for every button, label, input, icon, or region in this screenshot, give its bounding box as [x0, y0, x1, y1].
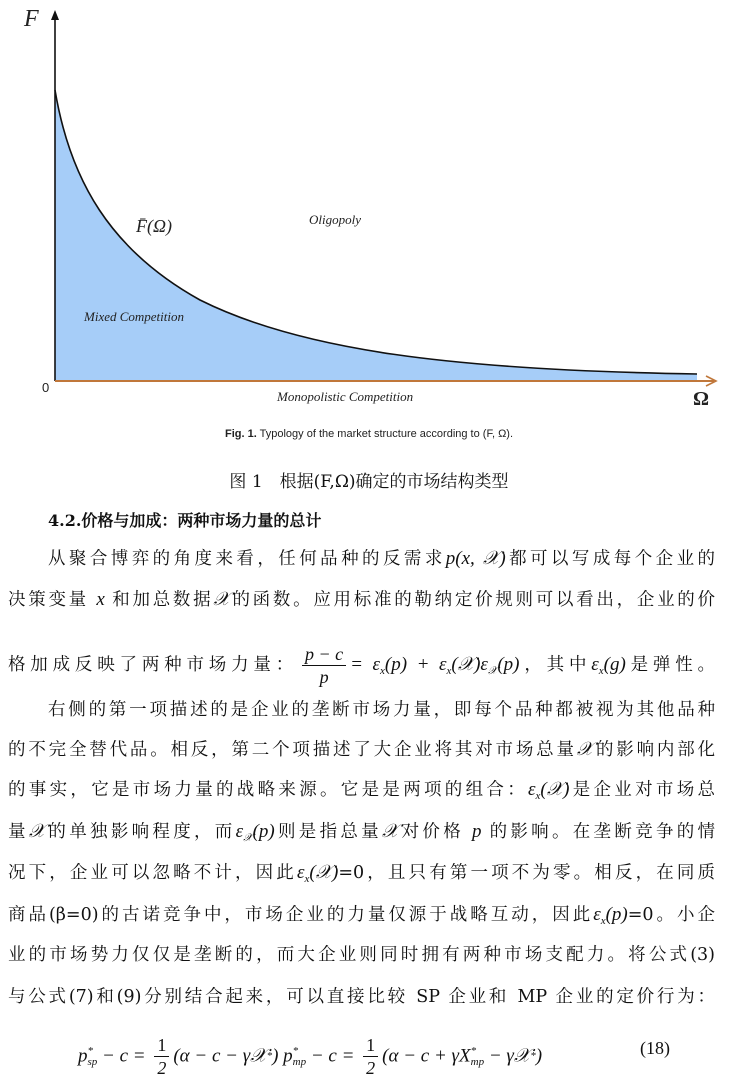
math-run: 𝒳: [213, 589, 230, 610]
text-run: =0。小企: [627, 905, 715, 925]
math-run: 𝒳: [28, 821, 46, 842]
subscript: 𝒳: [487, 665, 498, 677]
y-axis-label: F: [24, 6, 39, 32]
math-run: − c =: [97, 1045, 151, 1067]
caption-prefix: Fig. 1.: [224, 428, 257, 440]
superscript: *: [266, 1050, 273, 1062]
text-run: 的影响。在垄断竞争的情: [489, 822, 716, 842]
text-run: 都可以写成每个企业的: [505, 549, 716, 569]
superscript: *: [292, 1044, 299, 1057]
text-line: [8, 943, 715, 967]
numerator: 1: [363, 1034, 378, 1057]
figure-caption: [0, 428, 738, 440]
denominator: p: [319, 667, 329, 687]
math-run: (p): [252, 821, 275, 842]
math-run: (𝒳): [309, 862, 339, 883]
subscript: mp: [470, 1055, 485, 1068]
text-line: [48, 547, 715, 571]
curve-label: F̄(Ω): [136, 216, 172, 236]
market-structure-diagram: [0, 0, 738, 420]
subscript: x: [446, 665, 452, 677]
text-run: =0，且只有第一项不为零。相反，在同质: [338, 863, 716, 883]
text-run: 对价格: [398, 822, 464, 842]
math-run: p(x, 𝒳): [445, 548, 506, 569]
math-run: 𝒳: [381, 821, 399, 842]
math-run: (g): [603, 654, 626, 675]
section-heading: 4.2.价格与加成：两种市场力量的总计: [48, 511, 322, 530]
text-run: 右侧的第一项描述的是企业的垄断市场力量，即每个品种都被视为其他品种: [48, 700, 715, 720]
text-run: 格加成反映了两种市场力量：: [8, 655, 299, 675]
math-run: ): [535, 1045, 543, 1067]
text-line: [8, 588, 715, 612]
math-run: (𝒳)ε: [451, 654, 488, 675]
fraction: [302, 643, 346, 688]
text-run: 量: [8, 822, 29, 842]
monopolistic-competition-label: Monopolistic Competition: [277, 389, 414, 404]
math-run: (𝒳): [540, 779, 570, 800]
text-line: [8, 903, 715, 933]
subscript: sp: [87, 1055, 98, 1068]
text-run: 决策变量: [8, 590, 89, 610]
math-run: 𝒳: [576, 739, 594, 760]
chinese-figure-caption: 图 1 根据(F,Ω)确定的市场结构类型: [229, 472, 509, 492]
math-run: (p): [605, 904, 628, 925]
math-run: ε: [296, 862, 305, 883]
text-run: 从聚合博弈的角度来看，任何品种的反需求: [48, 549, 446, 569]
text-run: ，其中: [519, 655, 592, 675]
text-line: [8, 738, 715, 762]
sup-sub-script: [293, 1046, 306, 1068]
sup-sub-script: [88, 1046, 98, 1068]
subscript: 𝒳: [243, 832, 253, 844]
subscript: x: [304, 873, 310, 885]
text-run: 的不完全替代品。相反，第二个项描述了大企业将其对市场总量: [8, 740, 577, 760]
math-run: (α − c − γ𝒳: [173, 1045, 267, 1067]
math-run: (α − c + γX: [382, 1045, 471, 1067]
math-run: ε: [591, 654, 599, 675]
text-run: 的影响内部化: [593, 740, 716, 760]
subscript: x: [600, 915, 606, 927]
text-run: 是弹性。: [625, 655, 716, 675]
oligopoly-label: Oligopoly: [309, 212, 361, 227]
math-run: (p) + ε: [384, 654, 447, 675]
text-run: 是企业对市场总: [569, 780, 716, 800]
math-run: x: [88, 589, 113, 610]
text-run: 的单独影响程度，而: [45, 822, 236, 842]
superscript: *: [470, 1044, 477, 1057]
math-run: p: [78, 1045, 88, 1067]
text-run: 业的市场势力仅仅是垄断的，而大企业则同时拥有两种市场支配力。将公式(3): [8, 945, 715, 965]
text-line: [8, 985, 715, 1009]
math-run: p: [464, 821, 490, 842]
math-run: ε: [235, 821, 244, 842]
equation-number: (18): [640, 1038, 670, 1058]
fraction: [154, 1034, 169, 1076]
numerator: 1: [154, 1034, 169, 1057]
math-run: ε: [593, 904, 601, 925]
math-run: − c =: [306, 1045, 360, 1067]
denominator: 2: [366, 1058, 376, 1076]
math-run: − γ𝒳: [484, 1045, 531, 1067]
text-line: [8, 778, 715, 808]
text-line: [8, 861, 715, 891]
math-run: ε: [528, 779, 536, 800]
subscript: x: [535, 790, 541, 802]
subscript: mp: [292, 1055, 307, 1068]
x-axis-label: Ω: [693, 388, 710, 410]
fraction: [363, 1034, 378, 1076]
math-run: (p): [497, 654, 520, 675]
text-run: 商品(β=0)的古诺竞争中，市场企业的力量仅源于战略互动，因此: [8, 905, 594, 925]
text-run: 和加总数据: [112, 590, 214, 610]
text-line: [8, 643, 715, 688]
text-run: 的函数。应用标准的勒纳定价规则可以看出，企业的价: [229, 590, 716, 610]
numerator: p − c: [302, 643, 346, 666]
math-run: ) p: [272, 1045, 293, 1067]
text-line: [8, 820, 715, 850]
math-run: = ε: [350, 654, 381, 675]
text-run: 与公式(7)和(9)分别结合起来，可以直接比较 SP 企业和 MP 企业的定价行为：: [8, 987, 715, 1007]
sup-sub-script: [471, 1046, 484, 1068]
subscript: x: [598, 665, 604, 677]
caption-text: Typology of the market structure according to (F, Ω).: [259, 428, 514, 440]
superscript: *: [530, 1050, 536, 1062]
text-line: [48, 698, 715, 722]
figure-market-structure: [0, 0, 738, 460]
y-axis-arrow: [51, 10, 59, 20]
text-run: 况下，企业可以忽略不计，因此: [8, 863, 297, 883]
mixed-competition-label: Mixed Competition: [84, 309, 185, 324]
equation-18: [78, 1034, 542, 1076]
origin-label: 0: [42, 380, 50, 395]
denominator: 2: [157, 1058, 167, 1076]
text-run: 则是指总量: [274, 822, 382, 842]
subscript: x: [380, 665, 385, 677]
superscript: *: [87, 1044, 93, 1057]
text-run: 的事实，它是市场力量的战略来源。它是是两项的组合：: [8, 780, 529, 800]
